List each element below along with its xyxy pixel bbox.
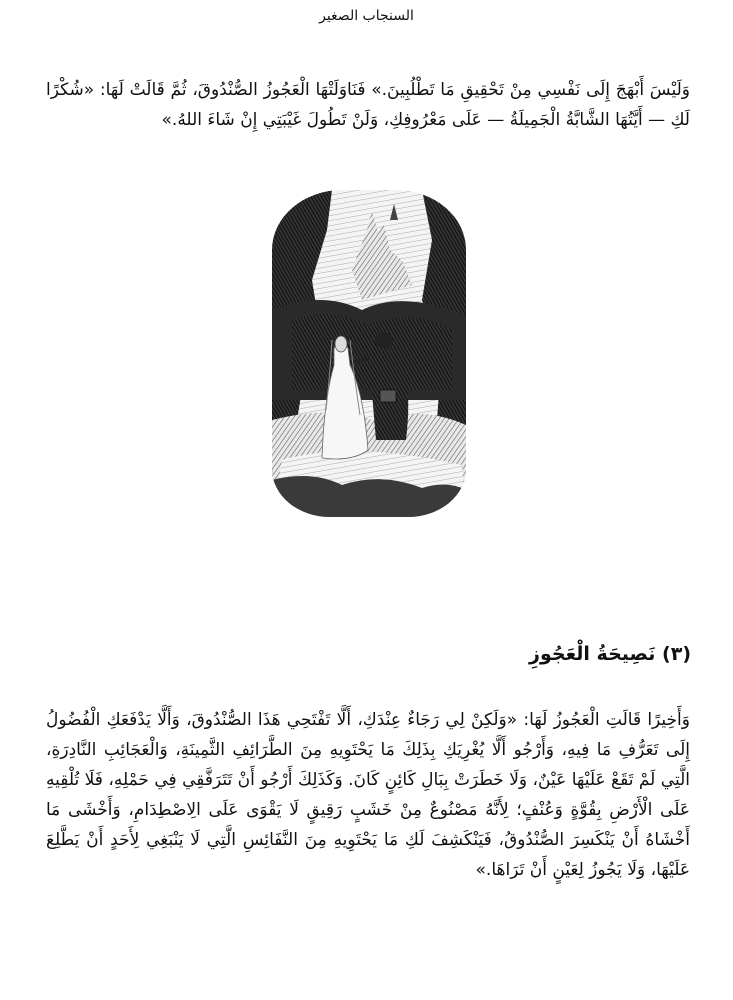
engraving-illustration [272, 190, 466, 517]
paragraph-top: وَلَيْسَ أَبْهَجَ إِلَى نَفْسِي مِنْ تَحْقِيقِ مَا تَطْلُبِينَ.» فَنَاوَلَتْهَا الْعَجُوزُ الصُّنْدُوقَ، ثُمَّ قَالَتْ لَهَا: «شُكْرًا لَكِ — أَيَّتُهَا الشَّابَّةُ الْجَمِيلَةُ — عَلَى مَعْرُوفِكِ، وَلَنْ تَطُولَ غَيْبَتِي إِنْ شَاءَ اللهُ.» [46, 80, 690, 130]
running-header: السنجاب الصغير [319, 8, 414, 24]
paragraph-bottom: وَأَخِيرًا قَالَتِ الْعَجُوزُ لَهَا: «وَلَكِنْ لِي رَجَاءٌ عِنْدَكِ، أَلَّا تَفْتَحِي هَذَا الصُّنْدُوقَ، وَأَلَّا يَدْفَعَكِ الْفُضُولُ إِلَى تَعَرُّفِ مَا فِيهِ، وَأَرْجُو أَلَّا يُغْرِيَكِ بِذَلِكَ مَا يَحْتَوِيهِ مِنَ الطَّرَائِفِ الثَّمِينَةِ، وَالْعَجَائِبِ النَّادِرَةِ، الَّتِي لَمْ تَقَعْ عَلَيْهَا عَيْنٌ، وَلَا خَطَرَتْ بِبَالِ كَائِنٍ كَانَ. وَكَذَلِكَ أَرْجُو أَنْ تَتَرَفَّقِي فِي حَمْلِهِ، فَلَا تُلْقِيهِ عَلَى الْأَرْضِ بِقُوَّةٍ وَعُنْفٍ؛ لِأَنَّهُ مَصْنُوعٌ مِنْ خَشَبٍ رَقِيقٍ لَا يَقْوَى عَلَى الِاصْطِدَامِ، وَأَخْشَى مَا أَخْشَاهُ أَنْ يَنْكَسِرَ الصُّنْدُوقُ، فَيَنْكَشِفَ لَكِ مَا يَحْتَوِيهِ مِنَ النَّفَائِسِ الَّتِي لَا يَنْبَغِي لِأَحَدٍ أَنْ يَطَّلِعَ عَلَيْهَا، وَلَا يَجُوزُ لِعَيْنٍ أَنْ تَرَاهَا.» [46, 710, 690, 880]
section-number: (٣) [662, 643, 691, 665]
section-title: نَصِيحَةُ الْعَجُوزِ [529, 643, 656, 665]
section-heading [191, 643, 691, 665]
